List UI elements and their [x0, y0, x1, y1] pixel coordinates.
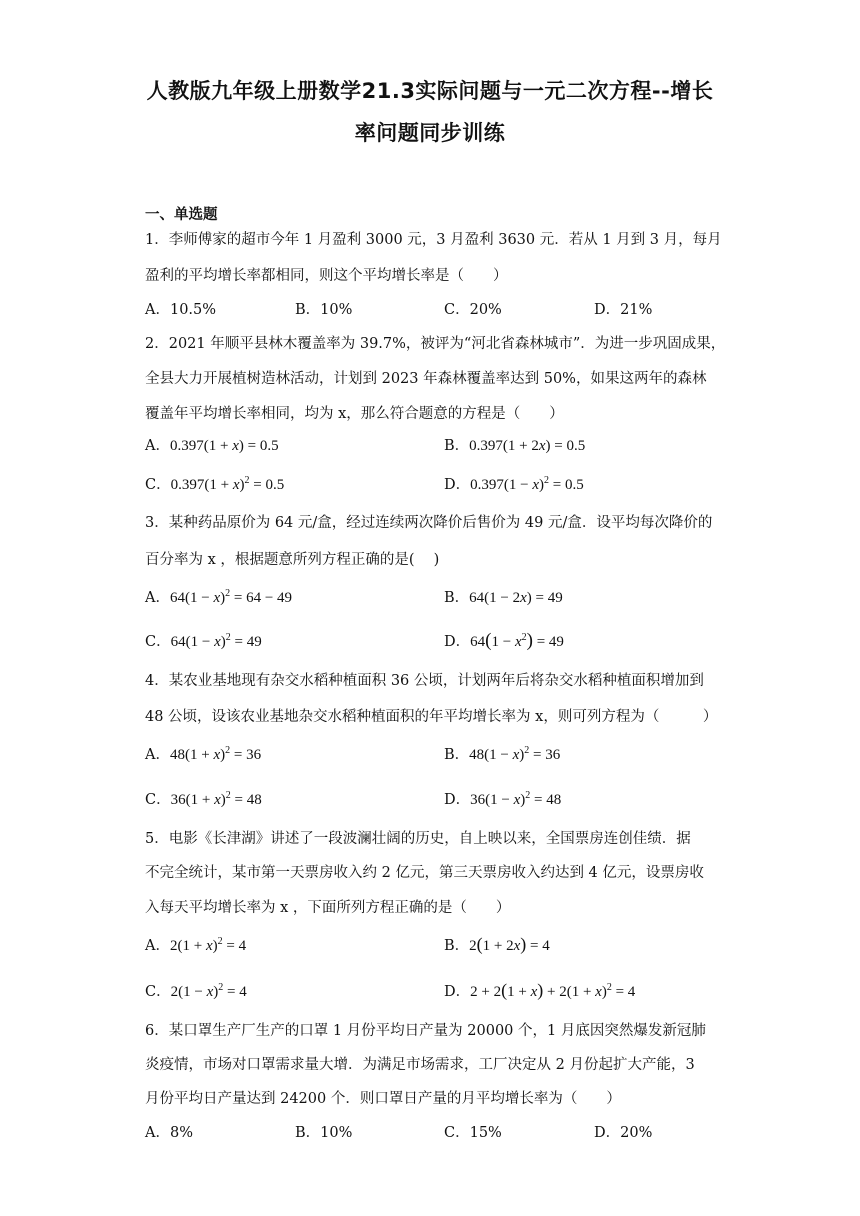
question-6-line-3: 月份平均日产量达到 24200 个．则口罩日产量的月平均增长率为（ ）	[145, 1091, 621, 1107]
question-1-option-c: C．20%	[444, 302, 502, 318]
equation: 0.397(1 + x) = 0.5	[169, 438, 279, 454]
equation: 0.397(1 + 2x) = 0.5	[469, 438, 586, 454]
question-2-option-b	[444, 434, 585, 455]
question-3-option-d	[444, 630, 564, 652]
question-6-option-b: B．10%	[295, 1125, 353, 1141]
question-3-line-1: 3．某种药品原价为 64 元/盒，经过连续两次降价后售价为 49 元/盒．设平均每次降价的	[145, 515, 713, 531]
equation: $36(1 - x)^2 = 48$	[470, 790, 562, 808]
equation: $64(1 - x^2) = 49$	[470, 630, 564, 651]
question-3-option-c	[145, 630, 262, 651]
question-4-option-a	[145, 743, 261, 764]
question-1-line-1: 1．李师傅家的超市今年 1 月盈利 3000 元，3 月盈利 3630 元．若从 1 月到 3 月，每月	[145, 232, 722, 248]
equation: 2(1 + 2x) = 4	[469, 934, 550, 954]
question-5-option-a	[145, 934, 246, 955]
question-5-line-2: 不完全统计，某市第一天票房收入约 2 亿元，第三天票房收入约达到 4 亿元，设票房收	[145, 865, 704, 881]
question-5-option-c	[145, 980, 247, 1001]
option-letter: A．	[145, 747, 170, 763]
question-5-option-b	[444, 934, 550, 955]
equation: $48(1 - x)^2 = 36$	[469, 745, 561, 763]
question-2-line-2: 全县大力开展植树造林活动，计划到 2023 年森林覆盖率达到 50%，如果这两年的森林	[145, 371, 707, 387]
option-letter: B．	[444, 590, 470, 606]
question-3-option-a	[145, 586, 292, 607]
equation: $48(1 + x)^2 = 36$	[169, 745, 262, 763]
option-letter: D．	[444, 792, 471, 808]
section-heading: 一、单选题	[145, 207, 218, 223]
document-title-line-1: 人教版九年级上册数学21.3实际问题与一元二次方程--增长	[146, 79, 714, 103]
question-1-line-2: 盈利的平均增长率都相同，则这个平均增长率是（ ）	[145, 268, 508, 284]
option-letter: B．	[444, 938, 470, 954]
question-1-option-b: B．10%	[295, 302, 353, 318]
question-4-option-c	[145, 788, 262, 809]
equation: $0.397(1 + x)^2 = 0.5$	[170, 475, 285, 493]
equation: 64(1 − 2x) = 49	[469, 590, 563, 606]
option-letter: A．	[145, 438, 170, 454]
question-1-option-a: A．10.5%	[145, 302, 217, 318]
question-6-option-c: C．15%	[444, 1125, 502, 1141]
option-letter: D．	[444, 984, 471, 1000]
question-5-line-3: 入每天平均增长率为 x ，下面所列方程正确的是（ ）	[145, 900, 511, 916]
option-letter: C．	[145, 477, 171, 493]
option-letter: C．	[145, 634, 171, 650]
option-letter: C．	[145, 792, 171, 808]
question-2-line-1: 2．2021 年顺平县林木覆盖率为 39.7%，被评为“河北省森林城市”．为进一步巩固成果，	[145, 336, 726, 352]
question-3-line-2: 百分率为 x ，根据题意所列方程正确的是( )	[145, 552, 440, 568]
question-4-option-b	[444, 743, 560, 764]
option-letter: B．	[444, 438, 470, 454]
question-6-option-a: A．8%	[145, 1125, 193, 1141]
question-2-option-d	[444, 473, 584, 494]
question-6-line-1: 6．某口罩生产厂生产的口罩 1 月份平均日产量为 20000 个，1 月底因突然爆发新冠肺	[145, 1023, 706, 1039]
equation: $36(1 + x)^2 = 48$	[170, 790, 262, 808]
option-letter: A．	[145, 590, 170, 606]
option-letter: C．	[145, 984, 171, 1000]
equation: $0.397(1 - x)^2 = 0.5$	[470, 475, 584, 493]
equation: $64(1 - x)^2 = 49$	[170, 632, 262, 650]
question-6-line-2: 炎疫情，市场对口罩需求量大增．为满足市场需求，工厂决定从 2 月份起扩大产能，3	[145, 1057, 695, 1073]
question-1-option-d: D．21%	[594, 302, 653, 318]
question-4-line-2: 48 公顷，设该农业基地杂交水稻种植面积的年平均增长率为 x，则可列方程为（ ）	[145, 709, 718, 725]
question-5-line-1: 5．电影《长津湖》讲述了一段波澜壮阔的历史，自上映以来，全国票房连创佳绩．据	[145, 831, 691, 847]
option-letter: A．	[145, 938, 170, 954]
question-3-option-b	[444, 586, 563, 607]
question-2-option-c	[145, 473, 284, 494]
question-2-line-3: 覆盖年平均增长率相同，均为 x，那么符合题意的方程是（ ）	[145, 406, 564, 422]
equation: $64(1 - x)^2 = 64 - 49$	[169, 588, 293, 606]
equation: $2(1 - x)^2 = 4$	[170, 982, 247, 1000]
question-6-option-d: D．20%	[594, 1125, 653, 1141]
question-2-option-a	[145, 434, 279, 455]
option-letter: D．	[444, 477, 471, 493]
question-4-option-d	[444, 788, 561, 809]
option-letter: B．	[444, 747, 470, 763]
option-letter: D．	[444, 634, 471, 650]
document-title-line-2: 率问题同步训练	[354, 121, 506, 145]
question-5-option-d	[444, 980, 635, 1001]
equation: $2(1 + x)^2 = 4$	[169, 936, 247, 954]
question-4-line-1: 4．某农业基地现有杂交水稻种植面积 36 公顷，计划两年后将杂交水稻种植面积增加到	[145, 673, 704, 689]
equation: $2 + 2(1 + x) + 2(1 + x)^2 = 4$	[470, 980, 636, 1000]
